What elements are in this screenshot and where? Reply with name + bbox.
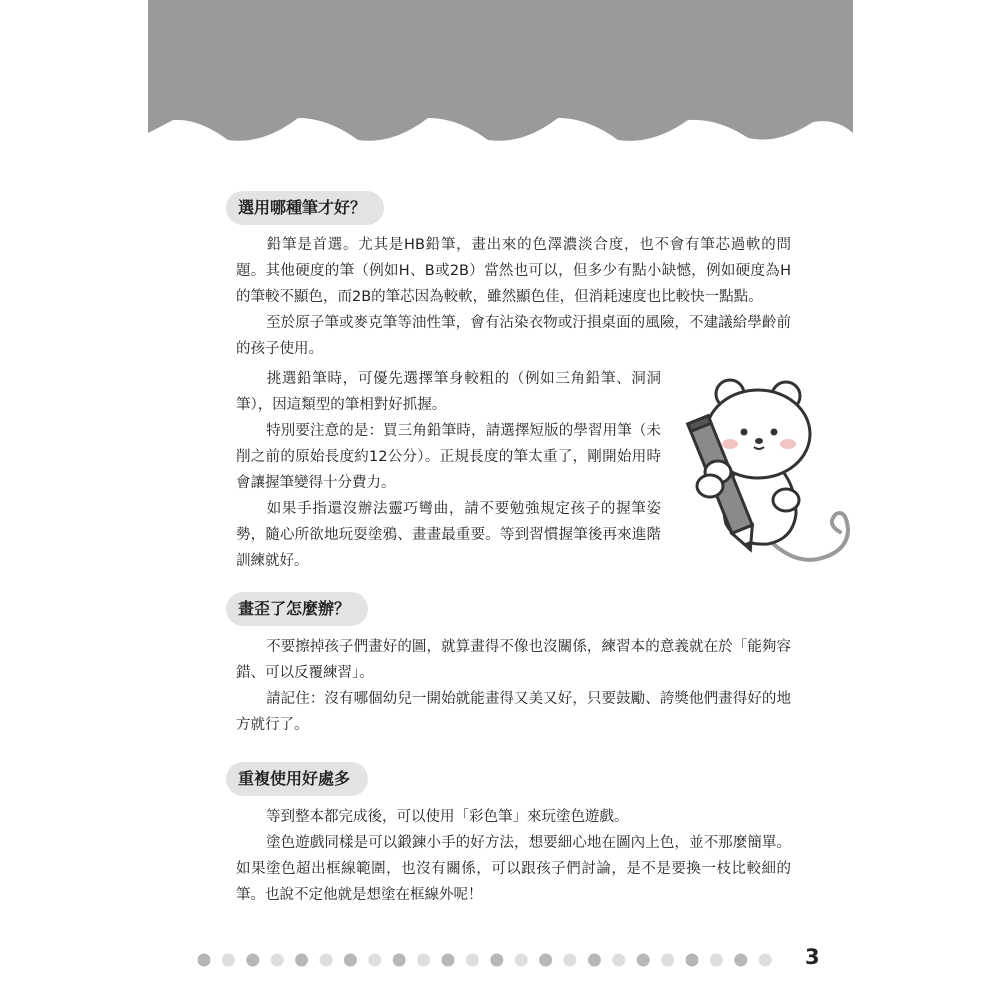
footer-dot [393,954,406,967]
page-number: 3 [805,945,820,969]
paragraph [236,232,791,310]
paragraph [236,366,661,418]
paragraph [236,418,661,496]
footer-dot [637,954,650,967]
footer-dot [734,954,747,967]
paragraph [236,686,791,738]
paragraph [236,804,791,830]
footer-dot [612,954,625,967]
paragraph-text: 塗色遊戲同樣是可以鍛鍊小手的好方法，想要細心地在圖內上色，並不那麼簡單。如果塗色超出框線範圍，也沒有關係，可以跟孩子們討論，是不是要換一枝比較細的筆。也說不定他就是想塗在框線外呢！ [236,835,791,903]
footer-dot [246,954,259,967]
footer-dot-row [196,952,776,968]
paragraph-text: 挑選鉛筆時，可優先選擇筆身較粗的（例如三角鉛筆、洞洞筆），因這類型的筆相對好抓握。 [236,371,661,413]
paragraph [236,830,791,908]
section-title-reuse: 重複使用好處多 [226,762,368,796]
footer-dot [588,954,601,967]
footer-dot [295,954,308,967]
footer-dot [466,954,479,967]
footer-dot [344,954,357,967]
footer-dot [686,954,699,967]
footer-dot [222,954,235,967]
paragraph [236,310,791,362]
paragraph [236,634,791,686]
footer-dot [515,954,528,967]
paragraph-text: 鉛筆是首選。尤其是HB鉛筆，畫出來的色澤濃淡合度，也不會有筆芯過軟的問題。其他硬度的筆（例如H、B或2B）當然也可以，但多少有點小缺憾，例如硬度為H的筆較不顯色，而2B的筆芯因為較軟，雖然顯色佳，但消耗速度也比較快一點點。 [236,237,791,305]
footer-dot [198,954,211,967]
footer-dot [368,954,381,967]
paragraph-text: 特別要注意的是：買三角鉛筆時，請選擇短版的學習用筆（未削之前的原始長度約12公分）。正規長度的筆太重了，剛開始用時會讓握筆變得十分費力。 [236,423,661,491]
header-wave-banner [148,0,853,160]
footer-dot [417,954,430,967]
bear-with-pencil-icon [668,374,858,574]
paragraph-text: 如果手指還沒辦法靈巧彎曲，請不要勉強規定孩子的握筆姿勢，隨心所欲地玩耍塗鴉、畫畫最重要。等到習慣握筆後再來進階訓練就好。 [236,501,661,569]
footer-dot [442,954,455,967]
paragraph [236,496,661,574]
footer-dot [490,954,503,967]
footer-dot [564,954,577,967]
footer-dot [710,954,723,967]
footer-dot [661,954,674,967]
paragraph-text: 不要擦掉孩子們畫好的圖，就算畫得不像也沒關係，練習本的意義就在於「能夠容錯、可以反覆練習」。 [236,639,791,681]
paragraph-text: 請記住：沒有哪個幼兒一開始就能畫得又美又好，只要鼓勵、誇獎他們畫得好的地方就行了。 [236,691,791,733]
footer-dot [539,954,552,967]
footer-dot [759,954,772,967]
paragraph-text: 至於原子筆或麥克筆等油性筆，會有沾染衣物或汙損桌面的風險，不建議給學齡前的孩子使用。 [236,315,791,357]
section-title-mistakes: 畫歪了怎麼辦？ [226,592,368,626]
footer-dot [271,954,284,967]
paragraph-text: 等到整本都完成後，可以使用「彩色筆」來玩塗色遊戲。 [266,809,629,825]
footer-dot [320,954,333,967]
section-title-choose-pen: 選用哪種筆才好？ [226,191,384,225]
